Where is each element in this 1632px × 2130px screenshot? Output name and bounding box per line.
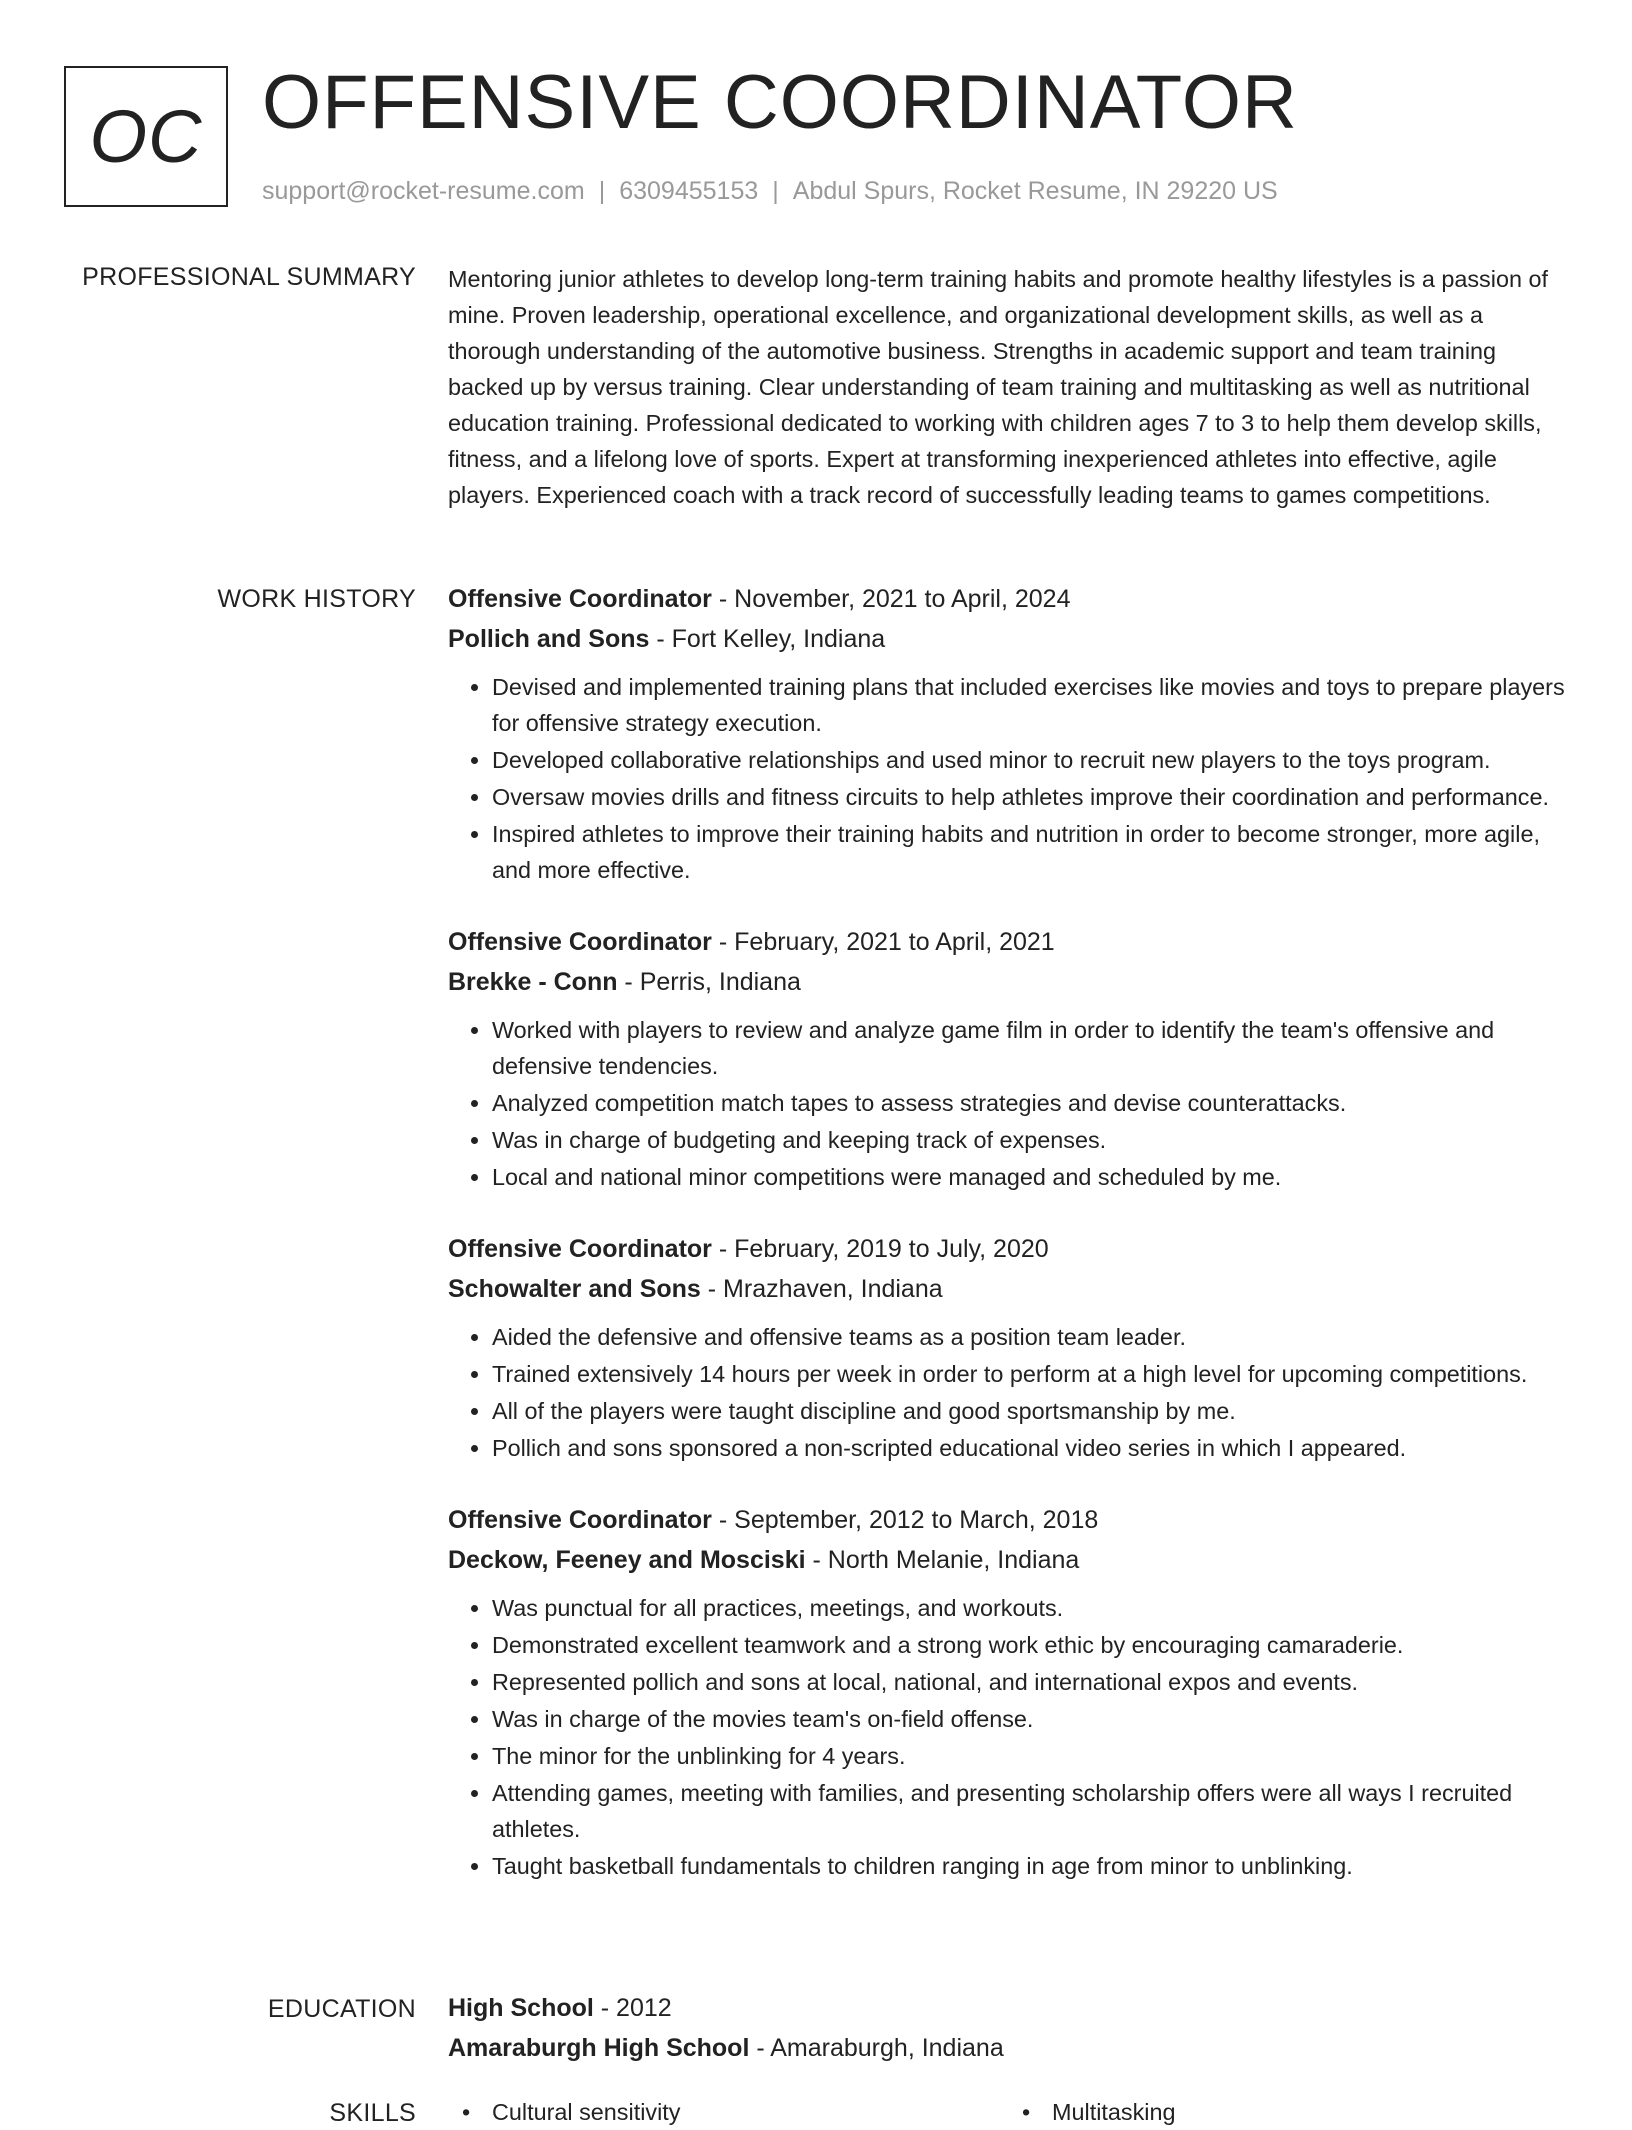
job-title: Offensive Coordinator (448, 928, 712, 956)
job-location: - Mrazhaven, Indiana (700, 1275, 943, 1303)
job-company-line (448, 1269, 1568, 1309)
job-company: Schowalter and Sons (448, 1275, 701, 1303)
job-title-line (448, 579, 1568, 619)
job-bullet: • Trained extensively 14 hours per week in order to perform at a high level for upcoming competitions. (492, 1356, 1568, 1392)
job-bullets (448, 669, 1568, 888)
contact-address: Abdul Spurs, Rocket Resume, IN 29220 US (792, 177, 1278, 205)
job-location: - Perris, Indiana (617, 968, 801, 996)
job-company: Brekke - Conn (448, 968, 618, 996)
job-entry (448, 579, 1568, 888)
skill-item: • Multitasking (1008, 2094, 1568, 2130)
education-year: - 2012 (593, 1994, 672, 2022)
contact-phone: 6309455153 (619, 177, 759, 205)
contact-email: support@rocket-resume.com (262, 177, 585, 205)
summary-section (448, 261, 1568, 513)
job-title-line (448, 1500, 1568, 1540)
contact-line (262, 174, 1278, 208)
job-company-line (448, 619, 1568, 659)
skills-section (448, 2094, 1568, 2130)
job-bullet: • Represented pollich and sons at local, national, and international expos and events. (492, 1664, 1568, 1700)
education-school: Amaraburgh High School (448, 2034, 750, 2062)
monogram-text: OC (89, 95, 203, 178)
job-dates: - November, 2021 to April, 2024 (711, 585, 1071, 613)
job-location: - North Melanie, Indiana (805, 1546, 1080, 1574)
summary-text: Mentoring junior athletes to develop long-term training habits and promote healthy lifestyles is a passion of mine. Proven leadership, operational excellence, and organizational development skills, as well as a thorough understanding of the automotive business. Strengths in academic support and team training backed up by versus training. Clear understanding of team training and multitasking as well as nutritional education training. Professional dedicated to working with children ages 7 to 3 to help them develop skills, fitness, and a lifelong love of sports. Expert at transforming inexperienced athletes into effective, agile players. Experienced coach with a track record of successfully leading teams to games competitions. (448, 266, 1548, 508)
skills-row (448, 2094, 1568, 2130)
job-title: Offensive Coordinator (448, 1506, 712, 1534)
education-degree-line (448, 1988, 1568, 2028)
job-title-line (448, 922, 1568, 962)
job-dates: - February, 2021 to April, 2021 (711, 928, 1055, 956)
job-location: - Fort Kelley, Indiana (649, 625, 886, 653)
job-title: Offensive Coordinator (448, 1235, 712, 1263)
job-bullet: • Inspired athletes to improve their training habits and nutrition in order to become stronger, more agile, and more effective. (492, 816, 1568, 888)
job-bullet: • The minor for the unblinking for 4 years. (492, 1738, 1568, 1774)
job-title: Offensive Coordinator (448, 585, 712, 613)
job-bullet: • Demonstrated excellent teamwork and a strong work ethic by encouraging camaraderie. (492, 1627, 1568, 1663)
education-section (448, 1988, 1568, 2068)
contact-separator: | (598, 177, 606, 205)
section-label-summary: PROFESSIONAL SUMMARY (82, 263, 416, 291)
job-bullet: • Devised and implemented training plans that included exercises like movies and toys to prepare players for offensive strategy execution. (492, 669, 1568, 741)
resume-title: OFFENSIVE COORDINATOR (262, 60, 1298, 145)
skill-item: • Cultural sensitivity (448, 2094, 1008, 2130)
job-title-line (448, 1229, 1568, 1269)
section-label-work-history: WORK HISTORY (217, 585, 416, 613)
job-company-line (448, 1540, 1568, 1580)
job-bullet: • Taught basketball fundamentals to children ranging in age from minor to unblinking. (492, 1848, 1568, 1884)
job-bullet: • Worked with players to review and analyze game film in order to identify the team's offensive and defensive tendencies. (492, 1012, 1568, 1084)
job-bullet: • Oversaw movies drills and fitness circuits to help athletes improve their coordination and performance. (492, 779, 1568, 815)
job-dates: - September, 2012 to March, 2018 (711, 1506, 1099, 1534)
job-bullets (448, 1590, 1568, 1884)
section-label-education: EDUCATION (267, 1995, 416, 2023)
job-bullet: • Attending games, meeting with families, and presenting scholarship offers were all ways I recruited athletes. (492, 1775, 1568, 1847)
job-bullet: • Local and national minor competitions were managed and scheduled by me. (492, 1159, 1568, 1195)
monogram-logo (64, 66, 228, 207)
job-bullet: • Was in charge of budgeting and keeping track of expenses. (492, 1122, 1568, 1158)
work-history-section (448, 579, 1568, 1918)
job-bullet: • Pollich and sons sponsored a non-scripted educational video series in which I appeared. (492, 1430, 1568, 1466)
education-degree: High School (448, 1994, 594, 2022)
job-company: Deckow, Feeney and Mosciski (448, 1546, 806, 1574)
job-entry (448, 922, 1568, 1195)
job-company-line (448, 962, 1568, 1002)
job-bullet: • Developed collaborative relationships and used minor to recruit new players to the toys program. (492, 742, 1568, 778)
job-bullets (448, 1319, 1568, 1466)
job-dates: - February, 2019 to July, 2020 (711, 1235, 1049, 1263)
job-company: Pollich and Sons (448, 625, 650, 653)
job-bullet: • Aided the defensive and offensive teams as a position team leader. (492, 1319, 1568, 1355)
job-bullet: • Analyzed competition match tapes to assess strategies and devise counterattacks. (492, 1085, 1568, 1121)
contact-separator: | (772, 177, 779, 205)
job-entry (448, 1229, 1568, 1466)
job-bullet: • All of the players were taught discipline and good sportsmanship by me. (492, 1393, 1568, 1429)
education-location: - Amaraburgh, Indiana (749, 2034, 1004, 2062)
section-label-skills: SKILLS (329, 2099, 416, 2127)
job-bullet: • Was punctual for all practices, meetings, and workouts. (492, 1590, 1568, 1626)
education-school-line (448, 2028, 1568, 2068)
job-bullets (448, 1012, 1568, 1195)
job-entry (448, 1500, 1568, 1884)
job-bullet: • Was in charge of the movies team's on-field offense. (492, 1701, 1568, 1737)
